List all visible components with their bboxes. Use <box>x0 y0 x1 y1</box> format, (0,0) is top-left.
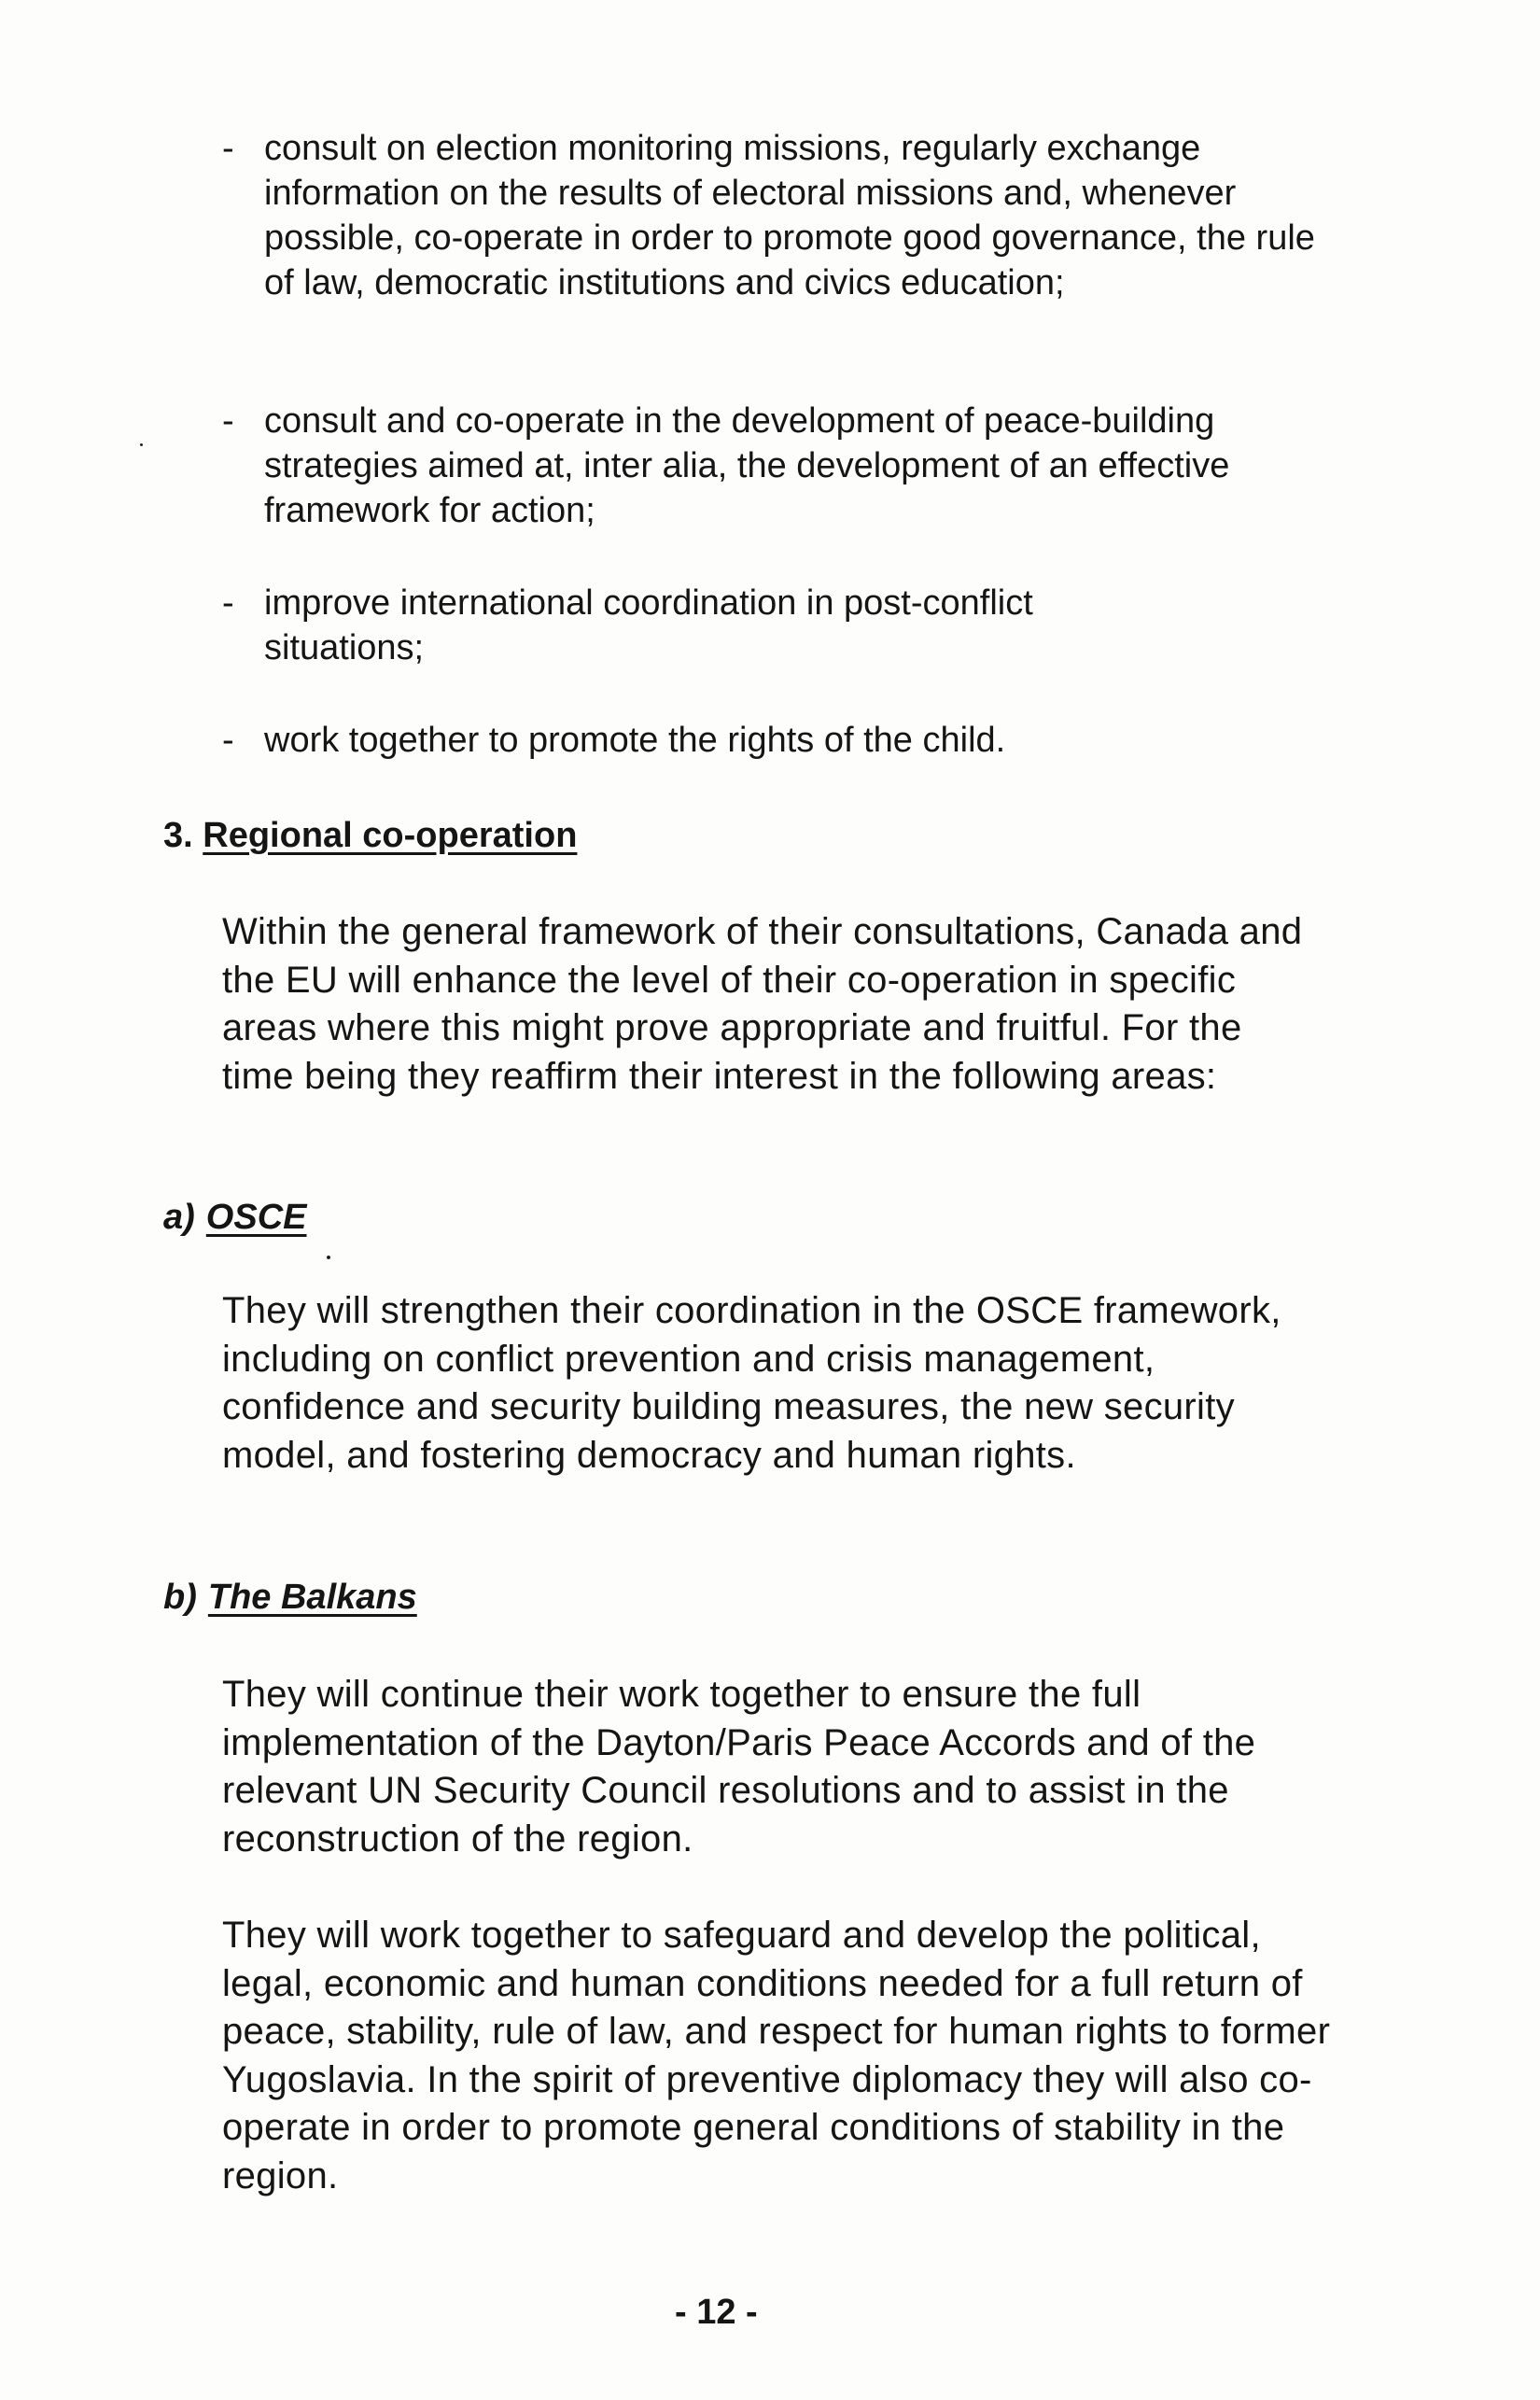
section-number: 3. <box>163 816 193 855</box>
osce-paragraph: They will strengthen their coordination in the OSCE framework, including on conflict prevention and crisis management, confidence and security building measures, the new security model, and fostering democracy and human rights. <box>222 1290 1281 1476</box>
section-intro-paragraph: Within the general framework of their consultations, Canada and the EU will enhance the level of their co-operation in specific areas where this might prove appropriate and fruitful. For the time being they reaffirm their interest in the following areas: <box>222 911 1303 1097</box>
balkans-paragraph-1: They will continue their work together to ensure the full implementation of the Dayton/Paris Peace Accords and of the relevant UN Security Council resolutions and to assist in the reconstruction of the region. <box>222 1674 1256 1860</box>
page-number: - 12 - <box>675 2293 758 2332</box>
balkans-paragraph-2: They will work together to safeguard and develop the political, legal, economic and human conditions needed for a full return of peace, stability, rule of law, and respect for human rights to former Yugoslavia. In the spirit of preventive diplomacy they will also co-operate in order to promote general conditions of stability in the region. <box>222 1915 1331 2196</box>
bullet-text: work together to promote the rights of the child. <box>264 721 1006 760</box>
subsection-letter: a) <box>163 1198 195 1237</box>
scan-speck <box>140 443 143 446</box>
bullet-text: improve international coordination in post-conflict situations; <box>264 583 1033 667</box>
bullet-dash: - <box>222 721 234 760</box>
bullet-dash: - <box>222 401 234 441</box>
scan-speck <box>327 1256 330 1259</box>
bullet-text: consult on election monitoring missions, regularly exchange information on the results of electoral missions and, whenever possible, co-operate in order to promote good governance, the rule of law, democratic institutions and civics education; <box>264 129 1315 302</box>
subsection-heading-balkans <box>163 1575 417 1620</box>
subsection-title: OSCE <box>205 1198 307 1237</box>
bullet-dash: - <box>222 583 234 623</box>
section-heading-regional-cooperation <box>163 813 577 858</box>
subsection-letter: b) <box>163 1578 197 1617</box>
section-title: Regional co-operation <box>203 816 578 855</box>
subsection-heading-osce <box>163 1195 307 1240</box>
bullet-text: consult and co-operate in the development of peace-building strategies aimed at, inter alia, the development of an effective framework for action; <box>264 401 1230 530</box>
bullet-dash: - <box>222 129 234 168</box>
subsection-title: The Balkans <box>207 1578 417 1617</box>
